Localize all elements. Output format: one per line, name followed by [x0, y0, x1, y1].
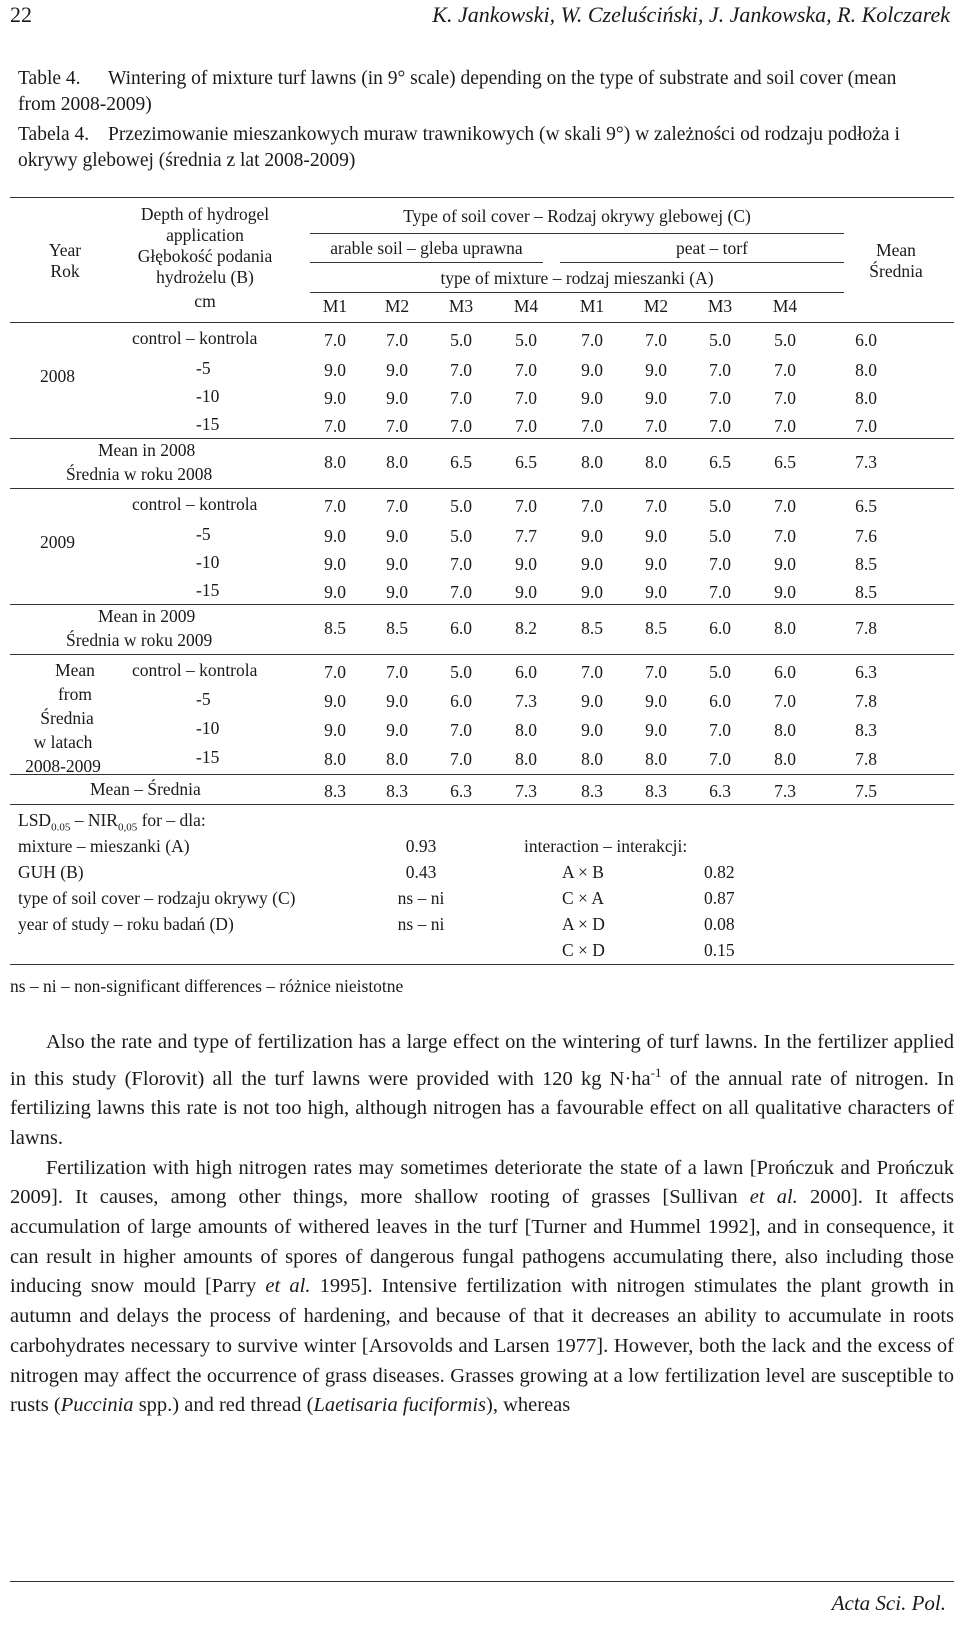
row-2009-0-value-3: 5.0	[450, 496, 472, 516]
interaction-value-4: 0.15	[704, 940, 735, 960]
paragraph-2	[10, 1154, 954, 1421]
lsd-factor-value-4: ns – ni	[397, 914, 445, 934]
row-overall-3-value-3: 7.0	[450, 749, 472, 769]
overall-mean-value-8: 7.3	[774, 781, 796, 801]
row-2009-0-value-5: 7.0	[581, 496, 603, 516]
row-overall-0-value-3: 5.0	[450, 662, 472, 682]
col-header-peat: peat – torf	[676, 238, 748, 258]
caption-label-en: Table 4.	[18, 68, 81, 89]
depth-overall-1: -5	[196, 689, 211, 709]
row-overall-0-value-2: 7.0	[386, 662, 408, 682]
mean-2009-value-2: 8.5	[386, 618, 408, 638]
depth-2009-2: -10	[196, 552, 220, 572]
paragraph-1: Also the rate and type of fertilization has a large effect on the wintering of turf lawns. In the fertilizer applied in this study (Florovit) all the turf lawns were provided with 120 kg $N\cdot ha^{-1}$ of the annual rate of nitrogen. In fertilizing lawns this rate is not too high, although nitrogen has a favourable effect on all qualitative characters of lawns.	[10, 1031, 954, 1149]
depth-line-1: Depth of hydrogel	[140, 204, 270, 224]
row-2008-2-value-1: 9.0	[324, 388, 346, 408]
row-overall-0-value-6: 7.0	[645, 662, 667, 682]
row-overall-3-value-5: 8.0	[581, 749, 603, 769]
year-label-2008: 2008	[40, 366, 75, 386]
mean-2008-value-6: 8.0	[645, 452, 667, 472]
table-caption-pl	[18, 122, 938, 174]
lsd-title	[18, 810, 206, 834]
mean-2008-value-3: 6.5	[450, 452, 472, 472]
row-2008-2-value-9: 8.0	[855, 388, 877, 408]
depth-overall-3: -15	[196, 747, 220, 767]
mean-2008-value-5: 8.0	[581, 452, 603, 472]
interaction-title: interaction – interakcji:	[524, 836, 688, 856]
depth-2008-1: -5	[196, 358, 211, 378]
row-2009-1-value-5: 9.0	[581, 526, 603, 546]
row-2008-3-value-6: 7.0	[645, 416, 667, 436]
row-2009-0-value-4: 7.0	[515, 496, 537, 516]
rule-lsd-bottom	[10, 964, 954, 965]
interaction-label-2: C × A	[562, 888, 604, 908]
rule-2008-mean	[10, 488, 954, 489]
row-2009-3-value-6: 9.0	[645, 582, 667, 602]
mean-2009-value-3: 6.0	[450, 618, 472, 638]
row-2009-1-value-8: 7.0	[774, 526, 796, 546]
row-2009-1-value-6: 9.0	[645, 526, 667, 546]
interaction-label-3: A × D	[562, 914, 605, 934]
mixture-header-6: M2	[643, 296, 669, 316]
row-2009-2-value-3: 7.0	[450, 554, 472, 574]
row-2008-0-value-3: 5.0	[450, 330, 472, 350]
row-overall-2-value-1: 9.0	[324, 720, 346, 740]
row-overall-1-value-7: 6.0	[709, 691, 731, 711]
row-2009-3-value-7: 7.0	[709, 582, 731, 602]
row-2008-2-value-2: 9.0	[386, 388, 408, 408]
row-2009-3-value-1: 9.0	[324, 582, 346, 602]
mean-label-en-2008: Mean in 2008	[98, 440, 196, 460]
row-2009-1-value-1: 9.0	[324, 526, 346, 546]
row-2009-2-value-8: 9.0	[774, 554, 796, 574]
row-2009-2-value-7: 7.0	[709, 554, 731, 574]
mean-2008-value-9: 7.3	[855, 452, 877, 472]
overall-mean-value-2: 8.3	[386, 781, 408, 801]
col-header-year-en: Year	[48, 240, 82, 260]
interaction-value-3: 0.08	[704, 914, 735, 934]
row-overall-2-value-8: 8.0	[774, 720, 796, 740]
depth-2008-3: -15	[196, 414, 220, 434]
row-2008-2-value-5: 9.0	[581, 388, 603, 408]
mean-label-pl-2008: Średnia w roku 2008	[66, 464, 213, 484]
row-overall-1-value-6: 9.0	[645, 691, 667, 711]
rule-overall-rows	[10, 774, 954, 775]
mean-2008-value-2: 8.0	[386, 452, 408, 472]
row-2009-0-value-6: 7.0	[645, 496, 667, 516]
p2-etal-2: et al.	[265, 1275, 311, 1298]
overall-label-line-3: Średnia	[40, 708, 94, 728]
p2-etal-1: et al.	[749, 1186, 798, 1209]
mean-2008-value-8: 6.5	[774, 452, 796, 472]
row-overall-2-value-2: 9.0	[386, 720, 408, 740]
depth-line-4: hydrożelu (B)	[156, 267, 254, 287]
interaction-label-1: A × B	[562, 862, 604, 882]
lsd-factor-value-1: 0.93	[405, 836, 437, 856]
row-2009-2-value-2: 9.0	[386, 554, 408, 574]
year-label-2009: 2009	[40, 532, 75, 552]
col-header-soil-cover: Type of soil cover – Rodzaj okrywy glebowej (C)	[403, 206, 751, 226]
row-2008-1-value-9: 8.0	[855, 360, 877, 380]
overall-label-line-5: 2008-2009	[25, 756, 101, 776]
soil-cover-rule	[310, 233, 844, 234]
col-header-mean	[848, 240, 944, 282]
row-overall-3-value-6: 8.0	[645, 749, 667, 769]
p2-part-c: 1995]. Intensive fertilization with nitrogen stimulates the plant growth in autumn and delays the process of hardening, and because of that it decreases an ability to accumulate in roots carbohydrates necessary to survive winter [Arsovolds and Larsen 1977]. However, both the lack and the excess of nitrogen may affect the occurrence of grass diseases. Grasses growing at a low fertilization level are susceptible to rusts (	[10, 1275, 954, 1417]
depth-2009-0: control – kontrola	[132, 494, 258, 514]
row-2009-1-value-3: 5.0	[450, 526, 472, 546]
row-2008-1-value-6: 9.0	[645, 360, 667, 380]
row-2009-0-value-1: 7.0	[324, 496, 346, 516]
row-2009-3-value-8: 9.0	[774, 582, 796, 602]
row-overall-1-value-8: 7.0	[774, 691, 796, 711]
p2-part-b: 2000]. It affects accumulation of large amounts of withered leaves in the turf [Turner and Hummel 1992], and in consequence, it can result in higher amounts of spores of dangerous fungal pathogens accumulating there, also including those inducing snow mould [Parry	[10, 1186, 954, 1298]
p2-part-a: Fertilization with high nitrogen rates may sometimes deteriorate the state of a lawn [Prończuk and Prończuk 2009]. It causes, among other things, more shallow rooting of grasses [Sullivan	[10, 1156, 954, 1209]
row-2008-3-value-5: 7.0	[581, 416, 603, 436]
row-2009-0-value-2: 7.0	[386, 496, 408, 516]
row-2008-2-value-6: 9.0	[645, 388, 667, 408]
row-2008-3-value-7: 7.0	[709, 416, 731, 436]
row-2009-3-value-4: 9.0	[515, 582, 537, 602]
row-2008-3-value-8: 7.0	[774, 416, 796, 436]
overall-label-line-1: Mean	[55, 660, 95, 680]
overall-mean-value-5: 8.3	[581, 781, 603, 801]
rule-2008-rows	[10, 438, 954, 439]
overall-mean-value-3: 6.3	[450, 781, 472, 801]
row-overall-3-value-2: 8.0	[386, 749, 408, 769]
row-2009-0-value-8: 7.0	[774, 496, 796, 516]
mixture-header-8: M4	[772, 296, 798, 316]
mixture-header-4: M4	[513, 296, 539, 316]
row-2009-1-value-7: 5.0	[709, 526, 731, 546]
arable-rule	[310, 262, 543, 263]
p2-part-e: ), whereas	[486, 1394, 571, 1417]
p2-laetisaria: Laetisaria fuciformis	[313, 1394, 487, 1417]
row-2009-1-value-4: 7.7	[515, 526, 537, 546]
row-2009-3-value-3: 7.0	[450, 582, 472, 602]
row-overall-3-value-7: 7.0	[709, 749, 731, 769]
mixture-header-2: M2	[384, 296, 410, 316]
mean-2009-value-9: 7.8	[855, 618, 877, 638]
row-2008-3-value-2: 7.0	[386, 416, 408, 436]
overall-label-line-2: from	[57, 684, 93, 704]
row-2008-1-value-5: 9.0	[581, 360, 603, 380]
overall-mean-value-4: 7.3	[515, 781, 537, 801]
lsd-factor-label-4: year of study – roku badań (D)	[18, 914, 234, 934]
mixture-header-5: M1	[579, 296, 605, 316]
row-2009-2-value-6: 9.0	[645, 554, 667, 574]
row-overall-3-value-9: 7.8	[855, 749, 877, 769]
row-2009-0-value-7: 5.0	[709, 496, 731, 516]
row-2008-0-value-2: 7.0	[386, 330, 408, 350]
row-2009-2-value-1: 9.0	[324, 554, 346, 574]
mean-2009-value-8: 8.0	[774, 618, 796, 638]
lsd-factor-label-3: type of soil cover – rodzaju okrywy (C)	[18, 888, 296, 908]
row-overall-2-value-3: 7.0	[450, 720, 472, 740]
row-2009-1-value-9: 7.6	[855, 526, 877, 546]
row-2008-3-value-4: 7.0	[515, 416, 537, 436]
mean-2009-value-4: 8.2	[515, 618, 537, 638]
row-2008-3-value-1: 7.0	[324, 416, 346, 436]
lsd-title-mid: – NIR	[70, 810, 118, 830]
row-overall-0-value-8: 6.0	[774, 662, 796, 682]
row-2009-3-value-9: 8.5	[855, 582, 877, 602]
footer-journal: Acta Sci. Pol.	[831, 1591, 946, 1615]
mixture-header-7: M3	[707, 296, 733, 316]
depth-2008-0: control – kontrola	[132, 328, 258, 348]
row-overall-0-value-9: 6.3	[855, 662, 877, 682]
row-overall-0-value-7: 5.0	[709, 662, 731, 682]
col-header-mixture: type of mixture – rodzaj mieszanki (A)	[440, 268, 714, 288]
rule-2009-rows	[10, 604, 954, 605]
rule-2009-mean	[10, 654, 954, 655]
row-2008-1-value-2: 9.0	[386, 360, 408, 380]
interaction-label-4: C × D	[562, 940, 605, 960]
p2-puccinia: Puccinia	[60, 1394, 134, 1417]
depth-2009-1: -5	[196, 524, 211, 544]
row-2009-3-value-2: 9.0	[386, 582, 408, 602]
lsd-title-pre: LSD	[18, 810, 52, 830]
overall-mean-value-6: 8.3	[645, 781, 667, 801]
row-2008-2-value-4: 7.0	[515, 388, 537, 408]
row-2008-1-value-3: 7.0	[450, 360, 472, 380]
row-2008-3-value-3: 7.0	[450, 416, 472, 436]
header-bottom-rule	[10, 322, 954, 323]
interaction-value-2: 0.87	[704, 888, 735, 908]
row-overall-2-value-5: 9.0	[581, 720, 603, 740]
lsd-title-post: for – dla:	[137, 810, 206, 830]
table-note: ns – ni – non-significant differences – różnice nieistotne	[10, 976, 404, 996]
lsd-factor-label-2: GUH (B)	[18, 862, 84, 882]
mean-2008-value-7: 6.5	[709, 452, 731, 472]
mean-2008-value-4: 6.5	[515, 452, 537, 472]
row-overall-3-value-1: 8.0	[324, 749, 346, 769]
overall-mean-value-9: 7.5	[855, 781, 877, 801]
mean-label-pl-2009: Średnia w roku 2009	[66, 630, 213, 650]
mean-2009-value-1: 8.5	[324, 618, 346, 638]
row-2008-0-value-4: 5.0	[515, 330, 537, 350]
row-overall-3-value-8: 8.0	[774, 749, 796, 769]
overall-label-line-4: w latach	[33, 732, 93, 752]
lsd-factor-label-1: mixture – mieszanki (A)	[18, 836, 190, 856]
depth-line-2: application	[166, 225, 244, 245]
mixture-header-1: M1	[322, 296, 348, 316]
row-2008-1-value-1: 9.0	[324, 360, 346, 380]
depth-2009-3: -15	[196, 580, 220, 600]
page-number: 22	[10, 2, 32, 27]
row-2008-0-value-5: 7.0	[581, 330, 603, 350]
row-2008-2-value-7: 7.0	[709, 388, 731, 408]
row-2008-1-value-8: 7.0	[774, 360, 796, 380]
row-2009-3-value-5: 9.0	[581, 582, 603, 602]
col-header-depth	[110, 204, 300, 312]
row-overall-2-value-6: 9.0	[645, 720, 667, 740]
row-2008-0-value-8: 5.0	[774, 330, 796, 350]
lsd-factor-value-2: 0.43	[405, 862, 437, 882]
row-overall-1-value-9: 7.8	[855, 691, 877, 711]
overall-mean-value-7: 6.3	[709, 781, 731, 801]
row-overall-3-value-4: 8.0	[515, 749, 537, 769]
depth-line-5: cm	[194, 291, 216, 311]
mean-2008-value-1: 8.0	[324, 452, 346, 472]
caption-label-pl: Tabela 4.	[18, 124, 90, 145]
row-2009-1-value-2: 9.0	[386, 526, 408, 546]
row-overall-1-value-2: 9.0	[386, 691, 408, 711]
row-overall-2-value-9: 8.3	[855, 720, 877, 740]
row-overall-2-value-7: 7.0	[709, 720, 731, 740]
row-overall-1-value-5: 9.0	[581, 691, 603, 711]
overall-mean-value-1: 8.3	[324, 781, 346, 801]
rule-overall-mean	[10, 804, 954, 805]
depth-2008-2: -10	[196, 386, 220, 406]
row-2008-2-value-3: 7.0	[450, 388, 472, 408]
row-2008-0-value-6: 7.0	[645, 330, 667, 350]
row-2009-2-value-5: 9.0	[581, 554, 603, 574]
body-text	[10, 1028, 954, 1421]
mean-2009-value-5: 8.5	[581, 618, 603, 638]
row-overall-0-value-1: 7.0	[324, 662, 346, 682]
depth-overall-0: control – kontrola	[132, 660, 258, 680]
col-header-year	[40, 240, 90, 282]
row-overall-2-value-4: 8.0	[515, 720, 537, 740]
mean-label-en-2009: Mean in 2009	[98, 606, 196, 626]
col-header-mean-en: Mean	[876, 240, 916, 260]
depth-line-3: Głębokość podania	[137, 246, 273, 266]
row-2008-0-value-1: 7.0	[324, 330, 346, 350]
mixture-rule	[310, 292, 844, 293]
p2-part-d: spp.) and red thread (	[133, 1394, 314, 1417]
col-header-arable: arable soil – gleba uprawna	[330, 238, 523, 258]
peat-rule	[560, 262, 844, 263]
running-header-authors: K. Jankowski, W. Czeluściński, J. Jankowska, R. Kolczarek	[432, 2, 950, 27]
row-overall-0-value-5: 7.0	[581, 662, 603, 682]
lsd-title-sub2: 0,05	[117, 821, 138, 834]
mixture-header-3: M3	[448, 296, 474, 316]
interaction-value-1: 0.82	[704, 862, 735, 882]
col-header-mean-pl: Średnia	[869, 261, 923, 281]
lsd-factor-value-3: ns – ni	[397, 888, 445, 908]
row-2008-3-value-9: 7.0	[855, 416, 877, 436]
row-2008-0-value-9: 6.0	[855, 330, 877, 350]
caption-text-pl: Przezimowanie mieszankowych muraw trawnikowych (w skali 9°) w zależności od rodzaju podłoża i okrywy glebowej (średnia z lat 2008-2009)	[18, 124, 900, 171]
mean-2009-value-6: 8.5	[645, 618, 667, 638]
footer-rule	[10, 1581, 954, 1582]
row-2008-1-value-4: 7.0	[515, 360, 537, 380]
col-header-year-pl: Rok	[50, 261, 80, 281]
lsd-title-sub1: 0.05	[51, 821, 71, 834]
row-2008-1-value-7: 7.0	[709, 360, 731, 380]
row-2009-2-value-4: 9.0	[515, 554, 537, 574]
row-overall-0-value-4: 6.0	[515, 662, 537, 682]
row-2008-2-value-8: 7.0	[774, 388, 796, 408]
table-caption-en	[18, 66, 938, 118]
row-2009-0-value-9: 6.5	[855, 496, 877, 516]
mean-2009-value-7: 6.0	[709, 618, 731, 638]
caption-text-en: Wintering of mixture turf lawns (in 9° scale) depending on the type of substrate and soil cover (mean from 2008-2009)	[18, 68, 897, 115]
row-overall-1-value-4: 7.3	[515, 691, 537, 711]
row-overall-1-value-1: 9.0	[324, 691, 346, 711]
depth-overall-2: -10	[196, 718, 220, 738]
row-overall-1-value-3: 6.0	[450, 691, 472, 711]
overall-mean-label: Mean – Średnia	[90, 779, 201, 799]
row-2009-2-value-9: 8.5	[855, 554, 877, 574]
table-top-rule	[10, 197, 954, 198]
row-2008-0-value-7: 5.0	[709, 330, 731, 350]
